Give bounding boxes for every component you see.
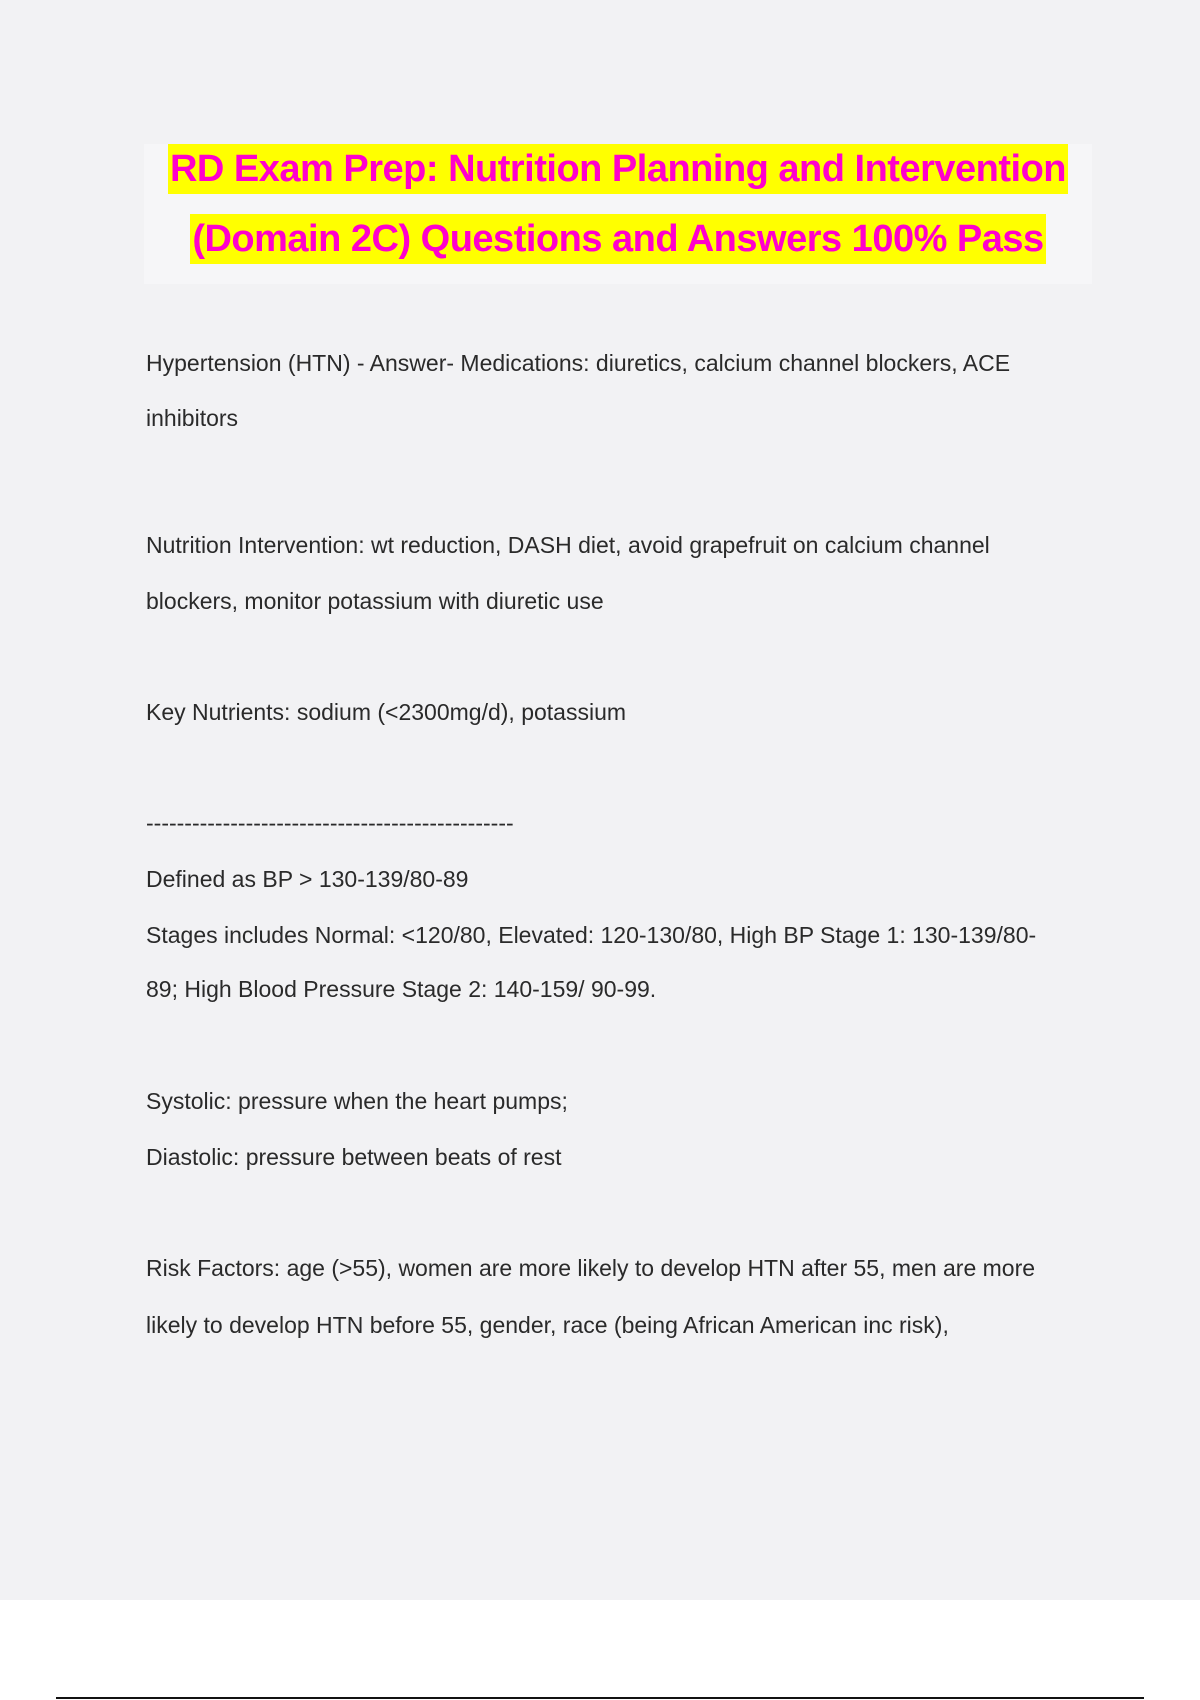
- stages-line-1: Stages includes Normal: <120/80, Elevated: 120-130/80, High BP Stage 1: 130-139/80-: [146, 922, 1037, 948]
- intervention-line-1: Nutrition Intervention: wt reduction, DASH diet, avoid grapefruit on calcium channel: [146, 532, 990, 558]
- defined-line: Defined as BP > 130-139/80-89: [146, 866, 469, 892]
- diastolic-line: Diastolic: pressure between beats of rest: [146, 1144, 562, 1170]
- title-line-1: RD Exam Prep: Nutrition Planning and Intervention: [168, 144, 1068, 194]
- title-line-2: (Domain 2C) Questions and Answers 100% Pass: [190, 214, 1045, 264]
- intervention-line-2: blockers, monitor potassium with diuretic use: [146, 588, 604, 614]
- separator-line: ------------------------------------------------: [146, 810, 514, 836]
- risk-factors-line-2: likely to develop HTN before 55, gender, race (being African American inc risk),: [146, 1312, 949, 1338]
- stages-line-2: 89; High Blood Pressure Stage 2: 140-159/ 90-99.: [146, 976, 657, 1002]
- htn-answer-line-1: Hypertension (HTN) - Answer- Medications: diuretics, calcium channel blockers, ACE: [146, 350, 1011, 376]
- document-title: [144, 144, 1092, 284]
- htn-answer-line-2: inhibitors: [146, 405, 239, 431]
- page-divider: [56, 1697, 1144, 1699]
- systolic-line: Systolic: pressure when the heart pumps;: [146, 1088, 568, 1114]
- key-nutrients-line: Key Nutrients: sodium (<2300mg/d), potassium: [146, 699, 627, 725]
- risk-factors-line-1: Risk Factors: age (>55), women are more likely to develop HTN after 55, men are more: [146, 1255, 1036, 1281]
